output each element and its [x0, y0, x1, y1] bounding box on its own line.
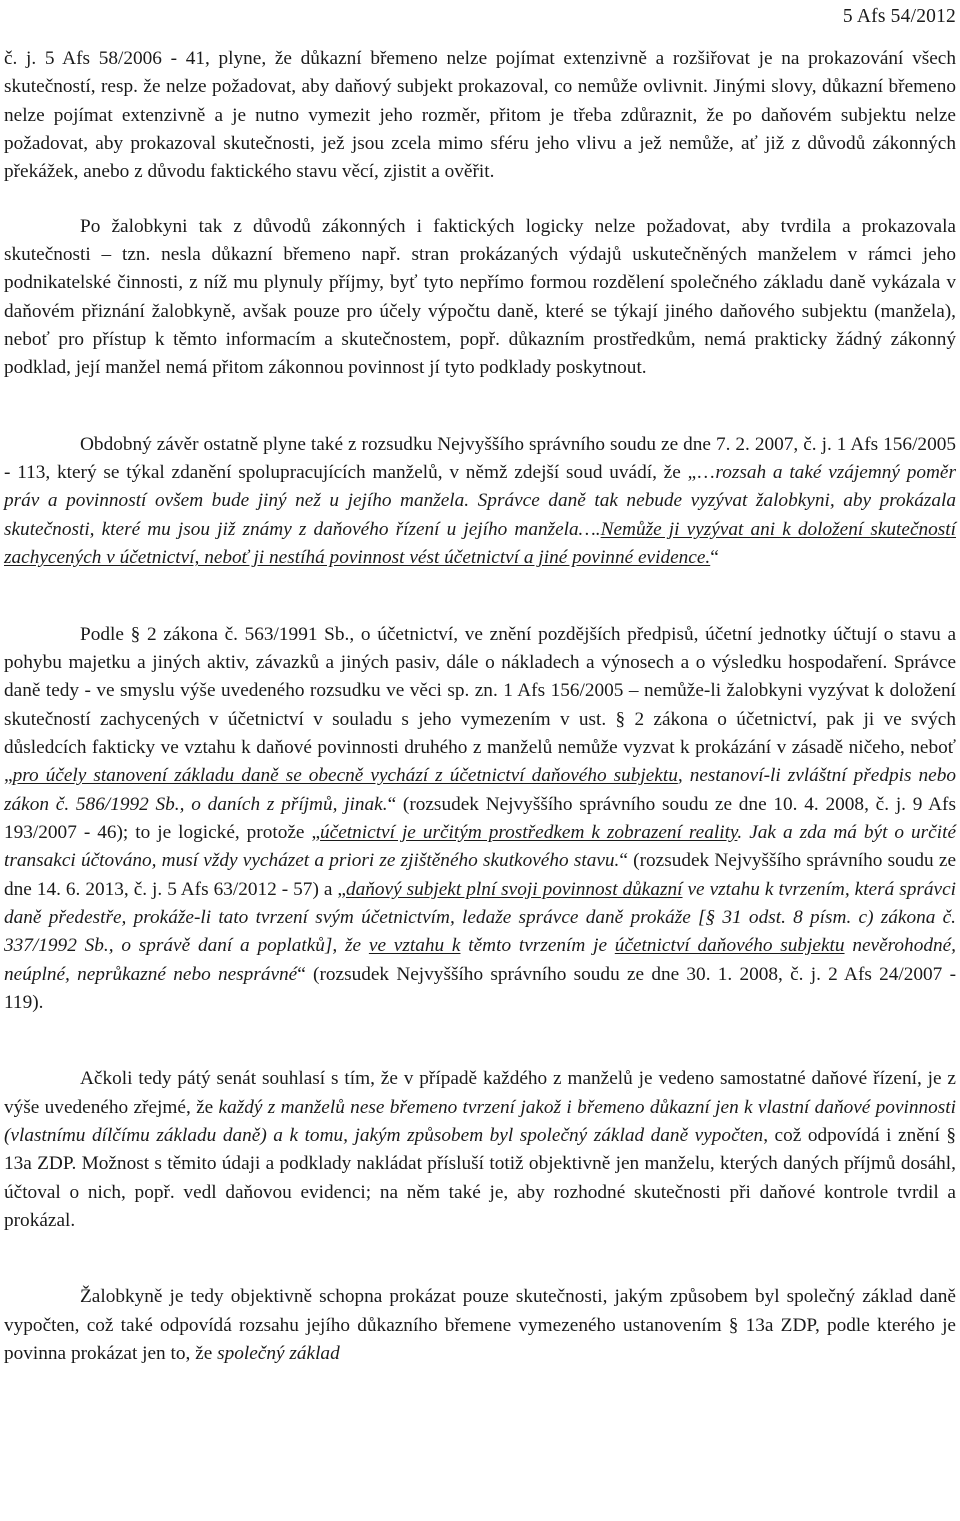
italic-text-run: společný základ [217, 1343, 340, 1365]
text-run: Žalobkyně je tedy objektivně schopna prokázat pouze skutečnosti, jakým způsobem byl společný základ daně vypočten, což také odpovídá rozsahu jejího důkazního břemene vymezeného ustanovením § 13a ZDP, podle kterého je povinna prokázat jen to, že [4, 1286, 956, 1365]
paragraph [4, 431, 956, 573]
italic-text-run: ve vztahu k tvrzením, která správci daně předestře, prokáže-li tato tvrzení svým účetnictvím, ledaže správce daně prokáže [§ 31 odst. 8 písm. c) zákona č. 337/1992 Sb., o správě daní a poplatků], že [4, 878, 956, 957]
italic-text-run: , nestanoví-li zvláštní předpis nebo zákon č. 586/1992 Sb., o daních z příjmů, jinak. [4, 765, 956, 815]
text-run: “ (rozsudek Nejvyššího správního soudu ze dne 30. 1. 2008, č. j. 2 Afs 24/2007 - 119). [4, 963, 956, 1013]
italic-text-run: rozsah a také vzájemný poměr práv a povinností ovšem bude jiný než u jejího manžela. Správce daně tak nebude vyzývat žalobkyni, aby prokázala skutečnosti, které mu jsou již známy z daňového řízení u jejího manžela…. [4, 462, 956, 540]
text-run: č. j. 5 Afs 58/2006 - 41, plyne, že důkazní břemeno nelze pojímat extenzivně a rozšiřovat je na prokazování všech skutečností, resp. že nelze požadovat, aby daňový subjekt prokazoval, co nemůže ovlivnit. Jinými slovy, důkazní břemeno nelze pojímat extenzivně a je nutno vymezit jeho rozměr, přitom je třeba zdůraznit, že po daňovém subjektu nelze požadovat, aby prokazoval skutečnosti, jež jsou zcela mimo sféru jeho vlivu a jež nemůže, ať již z důvodů zákonných překážek, anebo z důvodu faktického stavu věcí, zjistit a ověřit. [4, 48, 956, 183]
text-run: Ačkoli tedy pátý senát souhlasí s tím, že v případě každého z manželů je vedeno samostatné daňové řízení, je z výše uvedeného zřejmé, že [4, 1068, 956, 1118]
italic-underlined-text-run: účetnictví daňového subjektu [614, 935, 845, 957]
paragraph [4, 45, 956, 187]
italic-text-run: těmto tvrzením je [460, 935, 615, 957]
italic-underlined-text-run: daňový subjekt plní svoji povinnost důkazní [345, 878, 683, 900]
text-run: “ (rozsudek Nejvyššího správního soudu ze dne 10. 4. 2008, č. j. 9 Afs 193/2007 - 46); to je logické, protože „ [4, 793, 956, 843]
italic-text-run: nevěrohodné, neúplné, neprůkazné nebo nesprávné [4, 935, 957, 985]
italic-text-run: každý z manželů nese břemeno tvrzení jakož i břemeno důkazní jen k vlastní daňové povinnosti (vlastnímu dílčímu základu daně) a k tomu, jakým způsobem byl společný základ daně vypočten [4, 1096, 956, 1146]
text-run: “ (rozsudek Nejvyššího správního soudu ze dne 14. 6. 2013, č. j. 5 Afs 63/2012 - 57) a „ [4, 850, 956, 900]
page-number: 5 Afs 54/2012 [842, 6, 956, 27]
text-run: “ [710, 547, 719, 569]
paragraph [4, 1065, 956, 1235]
text-run: , což odpovídá i znění § 13a ZDP. Možnost s těmito údaji a podklady nakládat přísluší totiž objektivně jen manželu, kterých daných příjmů dosáhl, účtoval o nich, popř. vedl daňovou evidenci; na něm také je, aby rozhodné skutečnosti při daňové kontrole tvrdil a prokázal. [4, 1125, 956, 1232]
italic-underlined-text-run: účetnictví je určitým prostředkem k zobrazení reality [320, 821, 738, 843]
italic-underlined-text-run: pro účely stanovení základu daně se obecně vychází z účetnictví daňového subjektu [12, 765, 678, 787]
paragraph [4, 1283, 956, 1368]
paragraph [4, 621, 956, 1018]
italic-underlined-text-run: ve vztahu k [368, 935, 461, 957]
document-body [4, 45, 956, 1368]
text-run: Po žalobkyni tak z důvodů zákonných i faktických logicky nelze požadovat, aby tvrdila a prokazovala skutečnosti – tzn. nesla důkazní břemeno např. stran prokázaných výdajů uskutečněných manželem v rámci jeho podnikatelské činnosti, z níž mu plynuly příjmy, byť tyto nepřímo formou rozdělení společného základu daně vykázala v daňovém přiznání žalobkyně, avšak pouze pro účely výpočtu daně, které se týkají jiného daňového subjektu (manžela), neboť pro přístup k těmto informacím a skutečnostem, popř. důkazním prostředkům, nemá prakticky žádný zákonný podklad, její manžel nemá přitom zákonnou povinnost jí tyto podklady poskytnout. [4, 215, 956, 379]
italic-text-run: . Jak a zda má být o určité transakci účtováno, musí vždy vycházet a priori ze zjištěného skutkového stavu. [4, 821, 957, 872]
paragraph [4, 213, 956, 383]
text-run: Podle § 2 zákona č. 563/1991 Sb., o účetnictví, ve znění pozdějších předpisů, účetní jednotky účtují o stavu a pohybu majetku a jiných aktiv, závazků a jiných pasiv, dále o nákladech a výnosech a o výsledku hospodaření. Správce daně tedy - ve smyslu výše uvedeného rozsudku ve věci sp. zn. 1 Afs 156/2005 – nemůže-li žalobkyni vyzývat k doložení skutečností zachycených v účetnictví v souladu s jeho vymezením v ust. § 2 zákona o účetnictví, pak ji ve svých důsledcích fakticky ve vztahu k daňové povinnosti druhého z manželů nemůže vyzvat k prokázání v zásadě ničeho, neboť „ [4, 623, 956, 787]
text-run: Obdobný závěr ostatně plyne také z rozsudku Nejvyššího správního soudu ze dne 7. 2. 2007, č. j. 1 Afs 156/2005 - 113, který se týkal zdanění spolupracujících manželů, v němž zdejší soud uvádí, že „… [4, 433, 956, 484]
italic-underlined-text-run: Nemůže ji vyzývat ani k doložení skutečností zachycených v účetnictví, neboť ji nestíhá povinnost vést účetnictví a jiné povinné evidence. [4, 518, 956, 569]
